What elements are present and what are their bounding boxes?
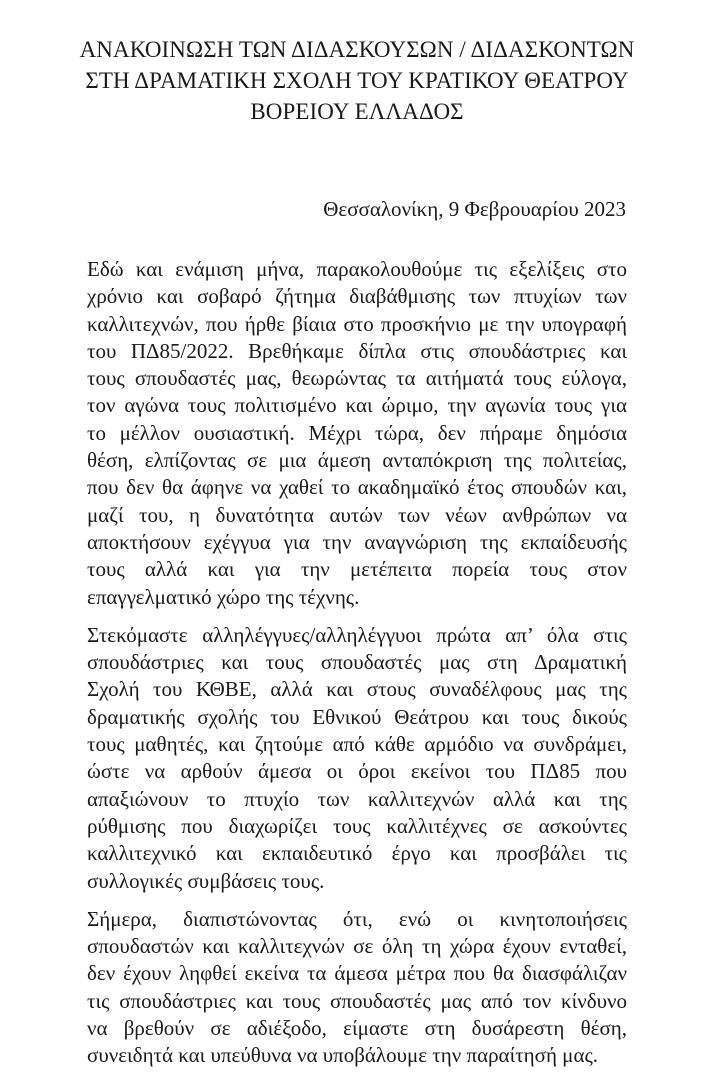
paragraph-line: Στεκόμαστε αλληλέγγυες/αλληλέγγυοι πρώτα απ’ όλα στις [87,622,627,647]
paragraph-line: τις σπουδάστριες και τους σπουδαστές μας από τον κίνδυνο [87,988,627,1013]
paragraph-line: τους μαθητές, και ζητούμε από κάθε αρμόδιο να συνδράμει, [87,732,627,757]
paragraph-line: συνειδητά και υπεύθυνα να υποβάλουμε την παραίτησή μας. [87,1043,599,1068]
paragraph-line: Εδώ και ενάμιση μήνα, παρακολουθούμε τις εξελίξεις στο [87,257,627,281]
paragraph-line: σπουδαστών και καλλιτεχνών σε όλη τη χώρα έχουν ενταθεί, [87,934,627,959]
paragraph-line: καλλιτεχνών, που ήρθε βίαια στο προσκήνιο με την υπογραφή [87,311,627,336]
paragraph-line: τον αγώνα τους πολιτισμένο και ώριμο, την αγωνία τους για [87,393,627,418]
paragraph-line: θέση, ελπίζοντας σε μια άμεση ανταπόκριση της πολιτείας, [87,448,627,473]
paragraph-line: του ΠΔ85/2022. Βρεθήκαμε δίπλα στις σπουδάστριες και [87,338,627,363]
paragraph-line: ρύθμισης που διαχωρίζει τους καλλιτέχνες σε ασκούντες [87,813,627,838]
document-title [60,34,654,127]
paragraph-line: Σήμερα, διαπιστώνοντας ότι, ενώ οι κινητοποιήσεις [87,906,627,931]
paragraph-line: σπουδάστριες και τους σπουδαστές μας στη Δραματική [87,650,627,675]
paragraph-line: δραματικής σχολής του Εθνικού Θεάτρου και τους δικούς [87,704,627,729]
paragraph-line: επαγγελματικό χώρο της τέχνης. [87,584,360,609]
paragraph-line: που δεν θα άφηνε να χαθεί το ακαδημαϊκό έτος σπουδών και, [87,475,627,500]
paragraph-line: απαξιώνουν το πτυχίο των καλλιτεχνών αλλά και της [87,786,627,811]
title-line: ΑΝΑΚΟΙΝΩΣΗ ΤΩΝ ΔΙΔΑΣΚΟΥΣΩΝ / ΔΙΔΑΣΚΟΝΤΩΝ [79,37,635,62]
paragraph-line: αποκτήσουν εχέγγυα για την αναγνώριση της εκπαίδευσής [87,529,627,554]
paragraph-line: χρόνιο και σοβαρό ζήτημα διαβάθμισης των πτυχίων των [87,284,627,309]
body-paragraph [87,622,627,895]
paragraph-line: καλλιτεχνικό και εκπαιδευτικό έργο και προσβάλει τις [87,841,627,866]
title-line: ΒΟΡΕΙΟΥ ΕΛΛΑΔΟΣ [250,99,464,124]
body-paragraph [87,906,627,1070]
paragraph-line: τους σπουδαστές μας, θεωρώντας τα αιτήματά τους εύλογα, [87,366,627,391]
body-paragraph [87,256,627,611]
paragraph-line: Σχολή του ΚΘΒΕ, αλλά και στους συναδέλφους μας της [87,677,627,702]
document-body [87,256,627,1081]
paragraph-line: μαζί του, η δυνατότητα αυτών των νέων ανθρώπων να [87,502,627,527]
date-line: Θεσσαλονίκη, 9 Φεβρουαρίου 2023 [323,197,626,221]
paragraph-line: ώστε να αρθούν άμεσα οι όροι εκείνοι του ΠΔ85 που [87,759,627,784]
paragraph-line: δεν έχουν ληφθεί εκείνα τα άμεσα μέτρα που θα διασφάλιζαν [87,961,627,986]
title-line: ΣΤΗ ΔΡΑΜΑΤΙΚΗ ΣΧΟΛΗ ΤΟΥ ΚΡΑΤΙΚΟΥ ΘΕΑΤΡΟΥ [85,68,629,93]
paragraph-line: το μέλλον ουσιαστική. Μέχρι τώρα, δεν πήραμε δημόσια [87,420,627,445]
paragraph-line: συλλογικές συμβάσεις τους. [87,868,325,893]
paragraph-line: τους αλλά και για την μετέπειτα πορεία τους στον [87,557,627,582]
paragraph-line: να βρεθούν σε αδιέξοδο, είμαστε στη δυσάρεστη θέση, [87,1016,627,1041]
